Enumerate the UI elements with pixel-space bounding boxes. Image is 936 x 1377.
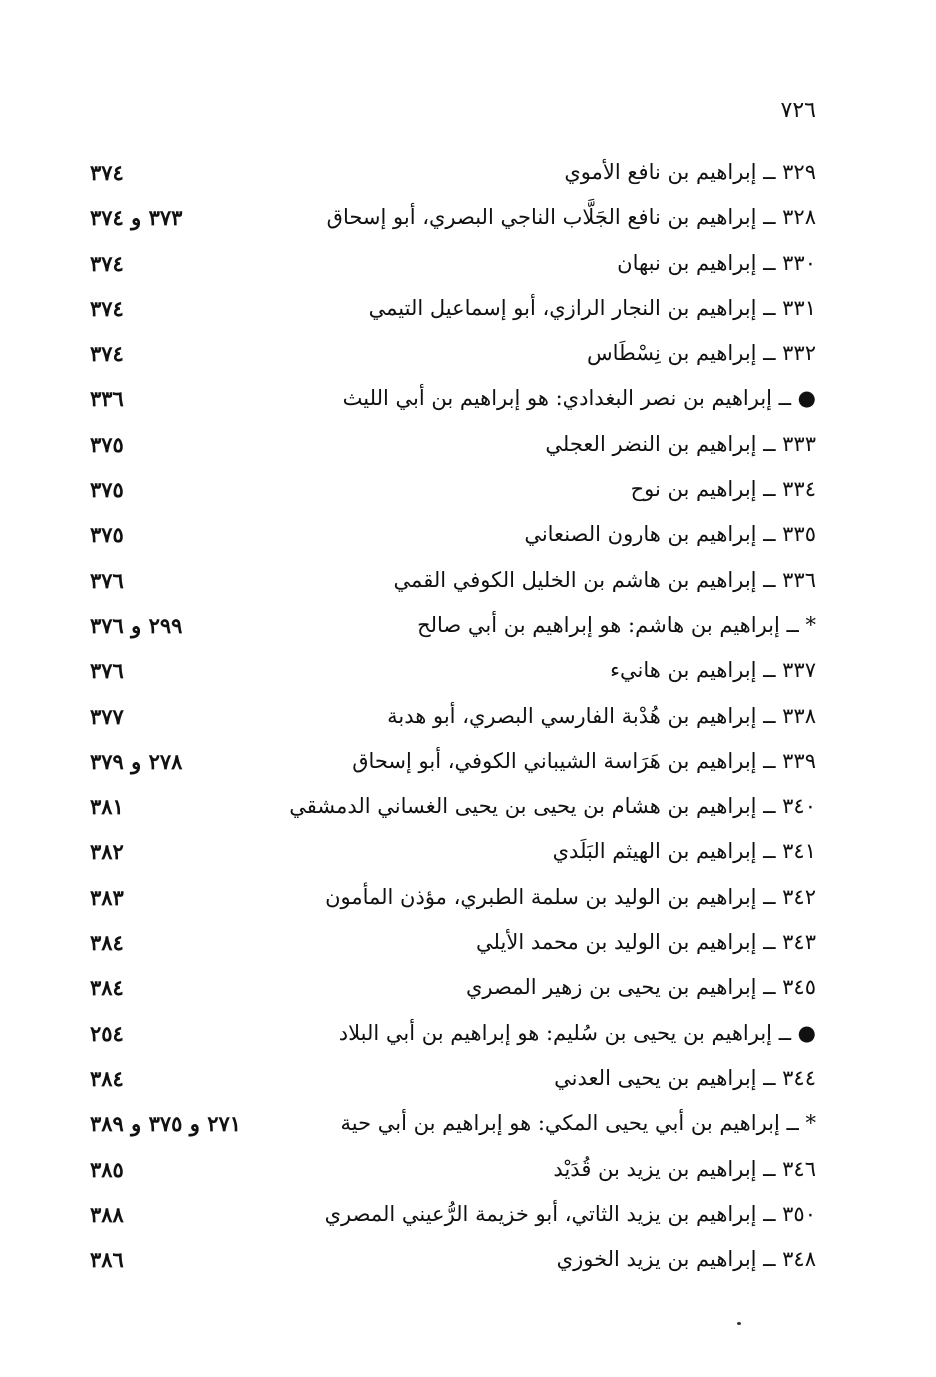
entry-page-refs: ٣٧٥ [90, 477, 124, 503]
entry-page-refs: ٣٧٦ [90, 658, 124, 684]
index-entry [90, 1147, 816, 1192]
entry-page-refs: ٣٨٤ [90, 930, 124, 956]
index-entry [90, 422, 816, 467]
entry-page-refs: ٣٨١ [90, 794, 124, 820]
entry-page-refs: ٣٧٣ و ٣٧٤ [90, 205, 183, 231]
entry-page-refs: ٣٧٦ [90, 567, 124, 593]
entry-name: ٣٤٥ ــ إبراهيم بن يحيى بن زهير المصري [465, 975, 816, 1000]
entry-page-refs: ٢٧٨ و ٣٧٩ [90, 748, 183, 774]
index-entry [90, 965, 816, 1010]
entry-name: ٣٤٤ ــ إبراهيم بن يحيى العدني [554, 1065, 816, 1090]
entry-name: ٣٣١ ــ إبراهيم بن النجار الرازي، أبو إسماعيل التيمي [368, 295, 816, 320]
index-entry [90, 920, 816, 965]
index-entry-list [90, 150, 816, 1282]
ink-dot [737, 1322, 741, 1325]
index-entry [90, 331, 816, 376]
entry-name: ● ــ إبراهيم بن نصر البغدادي: هو إبراهيم بن أبي الليث [342, 386, 816, 411]
index-entry [90, 150, 816, 195]
entry-name: ٣٢٨ ــ إبراهيم بن نافع الجَلَّاب الناجي البصري، أبو إسحاق [326, 205, 816, 230]
index-entry [90, 739, 816, 784]
entry-page-refs: ٣٧٤ [90, 341, 124, 367]
entry-page-refs: ٣٧٥ [90, 522, 124, 548]
entry-page-refs: ٣٨٦ [90, 1247, 124, 1273]
entry-name: ٣٥٠ ــ إبراهيم بن يزيد الثاتي، أبو خزيمة الرُّعيني المصري [324, 1201, 816, 1226]
index-entry [90, 558, 816, 603]
entry-page-refs: ٣٧٤ [90, 160, 124, 185]
entry-name: ٣٤٢ ــ إبراهيم بن الوليد بن سلمة الطبري، مؤذن المأمون [325, 884, 816, 909]
entry-page-refs: ٣٣٦ [90, 386, 124, 412]
entry-page-refs: ٣٧٤ [90, 250, 124, 276]
index-entry [90, 1011, 816, 1056]
entry-page-refs: ٢٧١ و ٣٧٥ و ٣٨٩ [90, 1111, 242, 1137]
index-entry [90, 241, 816, 286]
index-entry [90, 603, 816, 648]
entry-name: ٣٣٧ ــ إبراهيم بن هانيء [610, 658, 816, 683]
entry-page-refs: ٣٨٨ [90, 1201, 124, 1227]
entry-name: ٣٣٣ ــ إبراهيم بن النضر العجلي [545, 431, 816, 456]
entry-name: * ــ إبراهيم بن هاشم: هو إبراهيم بن أبي صالح [417, 612, 816, 637]
page-number: ٧٢٦ [780, 98, 816, 123]
index-entry [90, 694, 816, 739]
entry-name: ٣٤٨ ــ إبراهيم بن يزيد الخوزي [556, 1247, 816, 1272]
entry-page-refs: ٢٩٩ و ٣٧٦ [90, 612, 183, 638]
index-entry [90, 467, 816, 512]
entry-page-refs: ٣٧٥ [90, 431, 124, 457]
entry-page-refs: ٣٧٧ [90, 703, 124, 729]
index-entry [90, 512, 816, 557]
entry-page-refs: ٣٧٤ [90, 295, 124, 321]
index-entry [90, 195, 816, 240]
index-entry [90, 1056, 816, 1101]
entry-name: ● ــ إبراهيم بن يحيى بن سُليم: هو إبراهيم بن أبي البلاد [338, 1020, 816, 1045]
entry-name: ٣٢٩ ــ إبراهيم بن نافع الأموي [564, 160, 816, 184]
entry-name: ٣٣٢ ــ إبراهيم بن نِسْطَاس [586, 341, 816, 366]
entry-name: * ــ إبراهيم بن أبي يحيى المكي: هو إبراهيم بن أبي حية [340, 1111, 816, 1136]
index-entry [90, 1237, 816, 1282]
index-entry [90, 1192, 816, 1237]
entry-page-refs: ٣٨٤ [90, 975, 124, 1001]
entry-name: ٣٣٤ ــ إبراهيم بن نوح [630, 477, 816, 502]
entry-page-refs: ٣٨٤ [90, 1065, 124, 1091]
entry-name: ٣٣٦ ــ إبراهيم بن هاشم بن الخليل الكوفي القمي [393, 567, 816, 592]
entry-name: ٣٤٦ ــ إبراهيم بن يزيد بن قُدَيْد [553, 1156, 816, 1181]
entry-name: ٣٣٩ ــ إبراهيم بن هَرَاسة الشيباني الكوفي، أبو إسحاق [352, 748, 816, 773]
entry-page-refs: ٣٨٣ [90, 884, 124, 910]
entry-name: ٣٣٠ ــ إبراهيم بن نبهان [617, 250, 816, 275]
index-entry [90, 648, 816, 693]
index-entry [90, 784, 816, 829]
entry-page-refs: ٢٥٤ [90, 1020, 124, 1046]
index-entry [90, 829, 816, 874]
index-entry [90, 875, 816, 920]
entry-name: ٣٣٥ ــ إبراهيم بن هارون الصنعاني [524, 522, 816, 547]
index-entry [90, 286, 816, 331]
index-entry [90, 376, 816, 421]
entry-name: ٣٤٣ ــ إبراهيم بن الوليد بن محمد الأيلي [476, 930, 816, 955]
entry-name: ٣٣٨ ــ إبراهيم بن هُدْبة الفارسي البصري، أبو هدبة [387, 703, 816, 728]
entry-page-refs: ٣٨٢ [90, 839, 124, 865]
index-entry [90, 1101, 816, 1146]
entry-name: ٣٤٠ ــ إبراهيم بن هشام بن يحيى بن يحيى الغساني الدمشقي [289, 794, 816, 819]
entry-page-refs: ٣٨٥ [90, 1156, 124, 1182]
entry-name: ٣٤١ ــ إبراهيم بن الهيثم البَلَدي [552, 839, 816, 864]
